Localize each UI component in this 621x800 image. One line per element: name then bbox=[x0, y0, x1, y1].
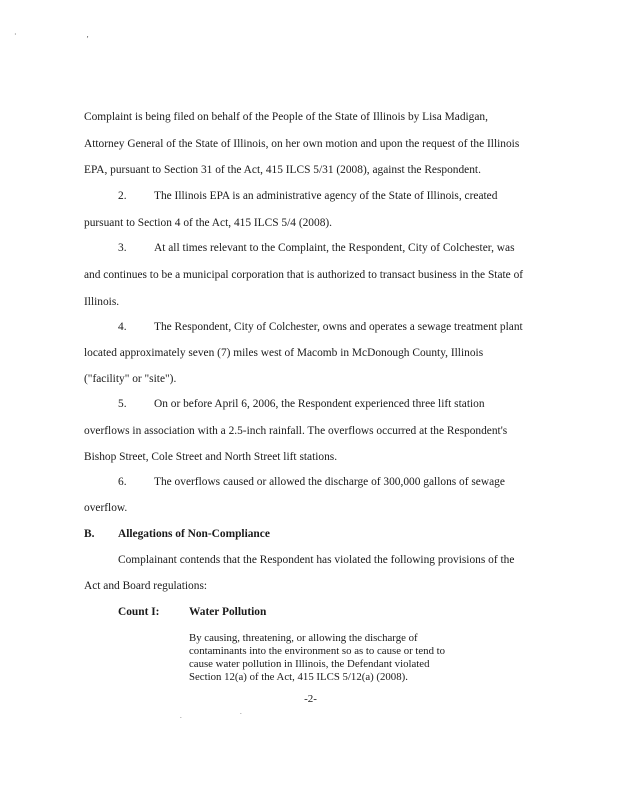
scan-artifact: · , bbox=[14, 30, 93, 39]
paragraph-4-line-3: ("facility" or "site"). bbox=[84, 373, 177, 385]
paragraph-3-line-3: Illinois. bbox=[84, 296, 120, 308]
paragraph-4-number: 4. bbox=[118, 321, 127, 333]
count-label: Count I: bbox=[118, 606, 160, 618]
count-text-line-3: cause water pollution in Illinois, the Defendant violated bbox=[189, 658, 430, 670]
page-number: -2- bbox=[304, 693, 317, 705]
paragraph-6-number: 6. bbox=[118, 476, 127, 488]
paragraph-4-line-1: The Respondent, City of Colchester, owns and operates a sewage treatment plant bbox=[154, 321, 523, 333]
contention-line-1: Complainant contends that the Respondent has violated the following provisions of the bbox=[118, 554, 515, 566]
section-b-title: Allegations of Non-Compliance bbox=[118, 528, 270, 540]
paragraph-1-line-2: Attorney General of the State of Illinois, on her own motion and upon the request of the Illinois bbox=[84, 138, 520, 150]
count-text-line-4: Section 12(a) of the Act, 415 ILCS 5/12(a) (2008). bbox=[189, 671, 408, 683]
paragraph-5-number: 5. bbox=[118, 398, 127, 410]
contention-line-2: Act and Board regulations: bbox=[84, 580, 208, 592]
paragraph-1-line-3: EPA, pursuant to Section 31 of the Act, 415 ILCS 5/31 (2008), against the Respondent. bbox=[84, 164, 481, 176]
paragraph-2-number: 2. bbox=[118, 190, 127, 202]
paragraph-2-line-1: The Illinois EPA is an administrative agency of the State of Illinois, created bbox=[154, 190, 498, 202]
section-b-letter: B. bbox=[84, 528, 95, 540]
paragraph-3-line-2: and continues to be a municipal corporation that is authorized to transact business in the State of bbox=[84, 269, 524, 281]
paragraph-3-number: 3. bbox=[118, 242, 127, 254]
count-title: Water Pollution bbox=[189, 606, 267, 618]
paragraph-4-line-2: located approximately seven (7) miles west of Macomb in McDonough County, Illinois bbox=[84, 347, 484, 359]
count-text-line-1: By causing, threatening, or allowing the discharge of bbox=[189, 632, 418, 644]
count-text-line-2: contaminants into the environment so as to cause or tend to bbox=[189, 645, 446, 657]
scan-artifact-3: . bbox=[240, 708, 242, 716]
paragraph-6-line-1: The overflows caused or allowed the discharge of 300,000 gallons of sewage bbox=[154, 476, 505, 488]
paragraph-2-line-2: pursuant to Section 4 of the Act, 415 ILCS 5/4 (2008). bbox=[84, 217, 333, 229]
scan-artifact-2: . bbox=[180, 712, 182, 720]
paragraph-6-line-2: overflow. bbox=[84, 502, 128, 514]
paragraph-1-line-1: Complaint is being filed on behalf of the People of the State of Illinois by Lisa Madigan, bbox=[84, 111, 488, 123]
paragraph-5-line-1: On or before April 6, 2006, the Respondent experienced three lift station bbox=[154, 398, 485, 410]
paragraph-5-line-3: Bishop Street, Cole Street and North Street lift stations. bbox=[84, 451, 338, 463]
paragraph-5-line-2: overflows in association with a 2.5-inch rainfall. The overflows occurred at the Respondent's bbox=[84, 425, 508, 437]
paragraph-3-line-1: At all times relevant to the Complaint, the Respondent, City of Colchester, was bbox=[154, 242, 515, 254]
